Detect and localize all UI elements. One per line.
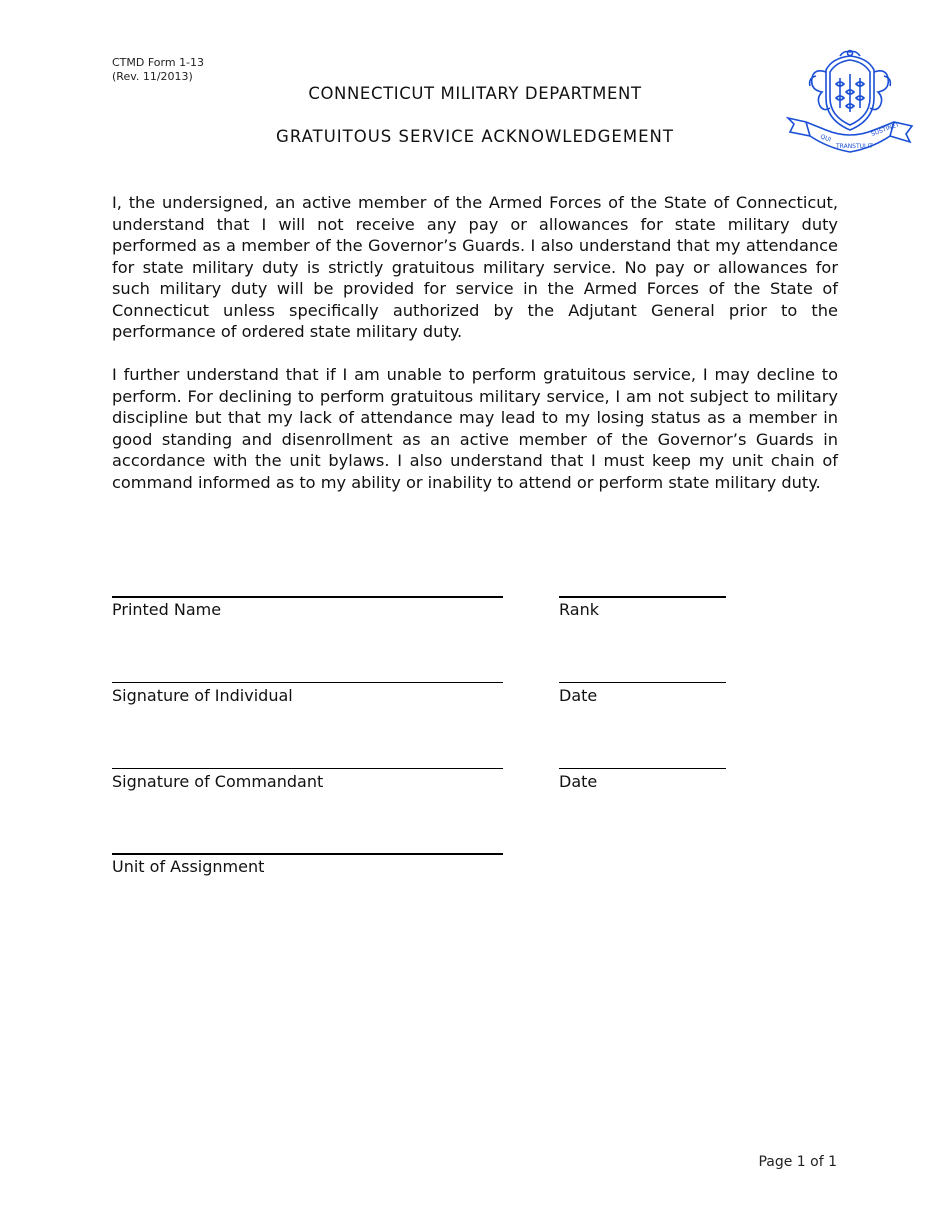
- individual-date-line[interactable]: [559, 682, 726, 683]
- page-number: Page 1 of 1: [758, 1154, 837, 1170]
- form-number: CTMD Form 1-13: [112, 56, 205, 69]
- individual-date-label: Date: [559, 686, 598, 705]
- commandant-date-line[interactable]: [559, 768, 726, 769]
- department-name: CONNECTICUT MILITARY DEPARTMENT: [308, 84, 642, 103]
- svg-text:SUSTINET: SUSTINET: [870, 121, 901, 138]
- rank-line[interactable]: [559, 596, 726, 598]
- printed-name-label: Printed Name: [112, 600, 222, 619]
- form-title: GRATUITOUS SERVICE ACKNOWLEDGEMENT: [276, 127, 674, 146]
- printed-name-line[interactable]: [112, 596, 503, 598]
- acknowledgement-paragraph-1: I, the undersigned, an active member of the Armed Forces of the State of Connecticut, understand that I will not receive any pay or allowances for state military duty performed as a member of the Governor’s Guards. I also understand that my attendance for state military duty is strictly gratuitous military service. No pay or allowances for such military duty will be provided for service in the Armed Forces of the State of Connecticut unless specifically authorized by the Adjutant General prior to the performance of ordered state military duty.: [112, 193, 838, 341]
- acknowledgement-paragraph-2: I further understand that if I am unable to perform gratuitous service, I may decline to perform. For declining to perform gratuitous military service, I am not subject to military discipline but that my lack of attendance may lead to my losing status as a member in good standing and disenrollment as an active member of the Governor’s Guards in accordance with the unit bylaws. I also understand that I must keep my unit chain of command informed as to my ability or inability to attend or perform state military duty.: [112, 365, 838, 492]
- commandant-signature-line[interactable]: [112, 768, 503, 769]
- individual-signature-label: Signature of Individual: [112, 686, 293, 705]
- rank-label: Rank: [559, 600, 599, 619]
- state-seal-icon: [786, 48, 914, 156]
- commandant-date-label: Date: [559, 772, 598, 791]
- unit-assignment-label: Unit of Assignment: [112, 857, 265, 876]
- form-identifier: [112, 56, 204, 84]
- svg-text:QUI: QUI: [819, 133, 832, 144]
- svg-text:TRANSTULIT: TRANSTULIT: [836, 143, 873, 150]
- form-revision: (Rev. 11/2013): [112, 70, 193, 83]
- individual-signature-line[interactable]: [112, 682, 503, 683]
- unit-assignment-line[interactable]: [112, 853, 503, 855]
- commandant-signature-label: Signature of Commandant: [112, 772, 324, 791]
